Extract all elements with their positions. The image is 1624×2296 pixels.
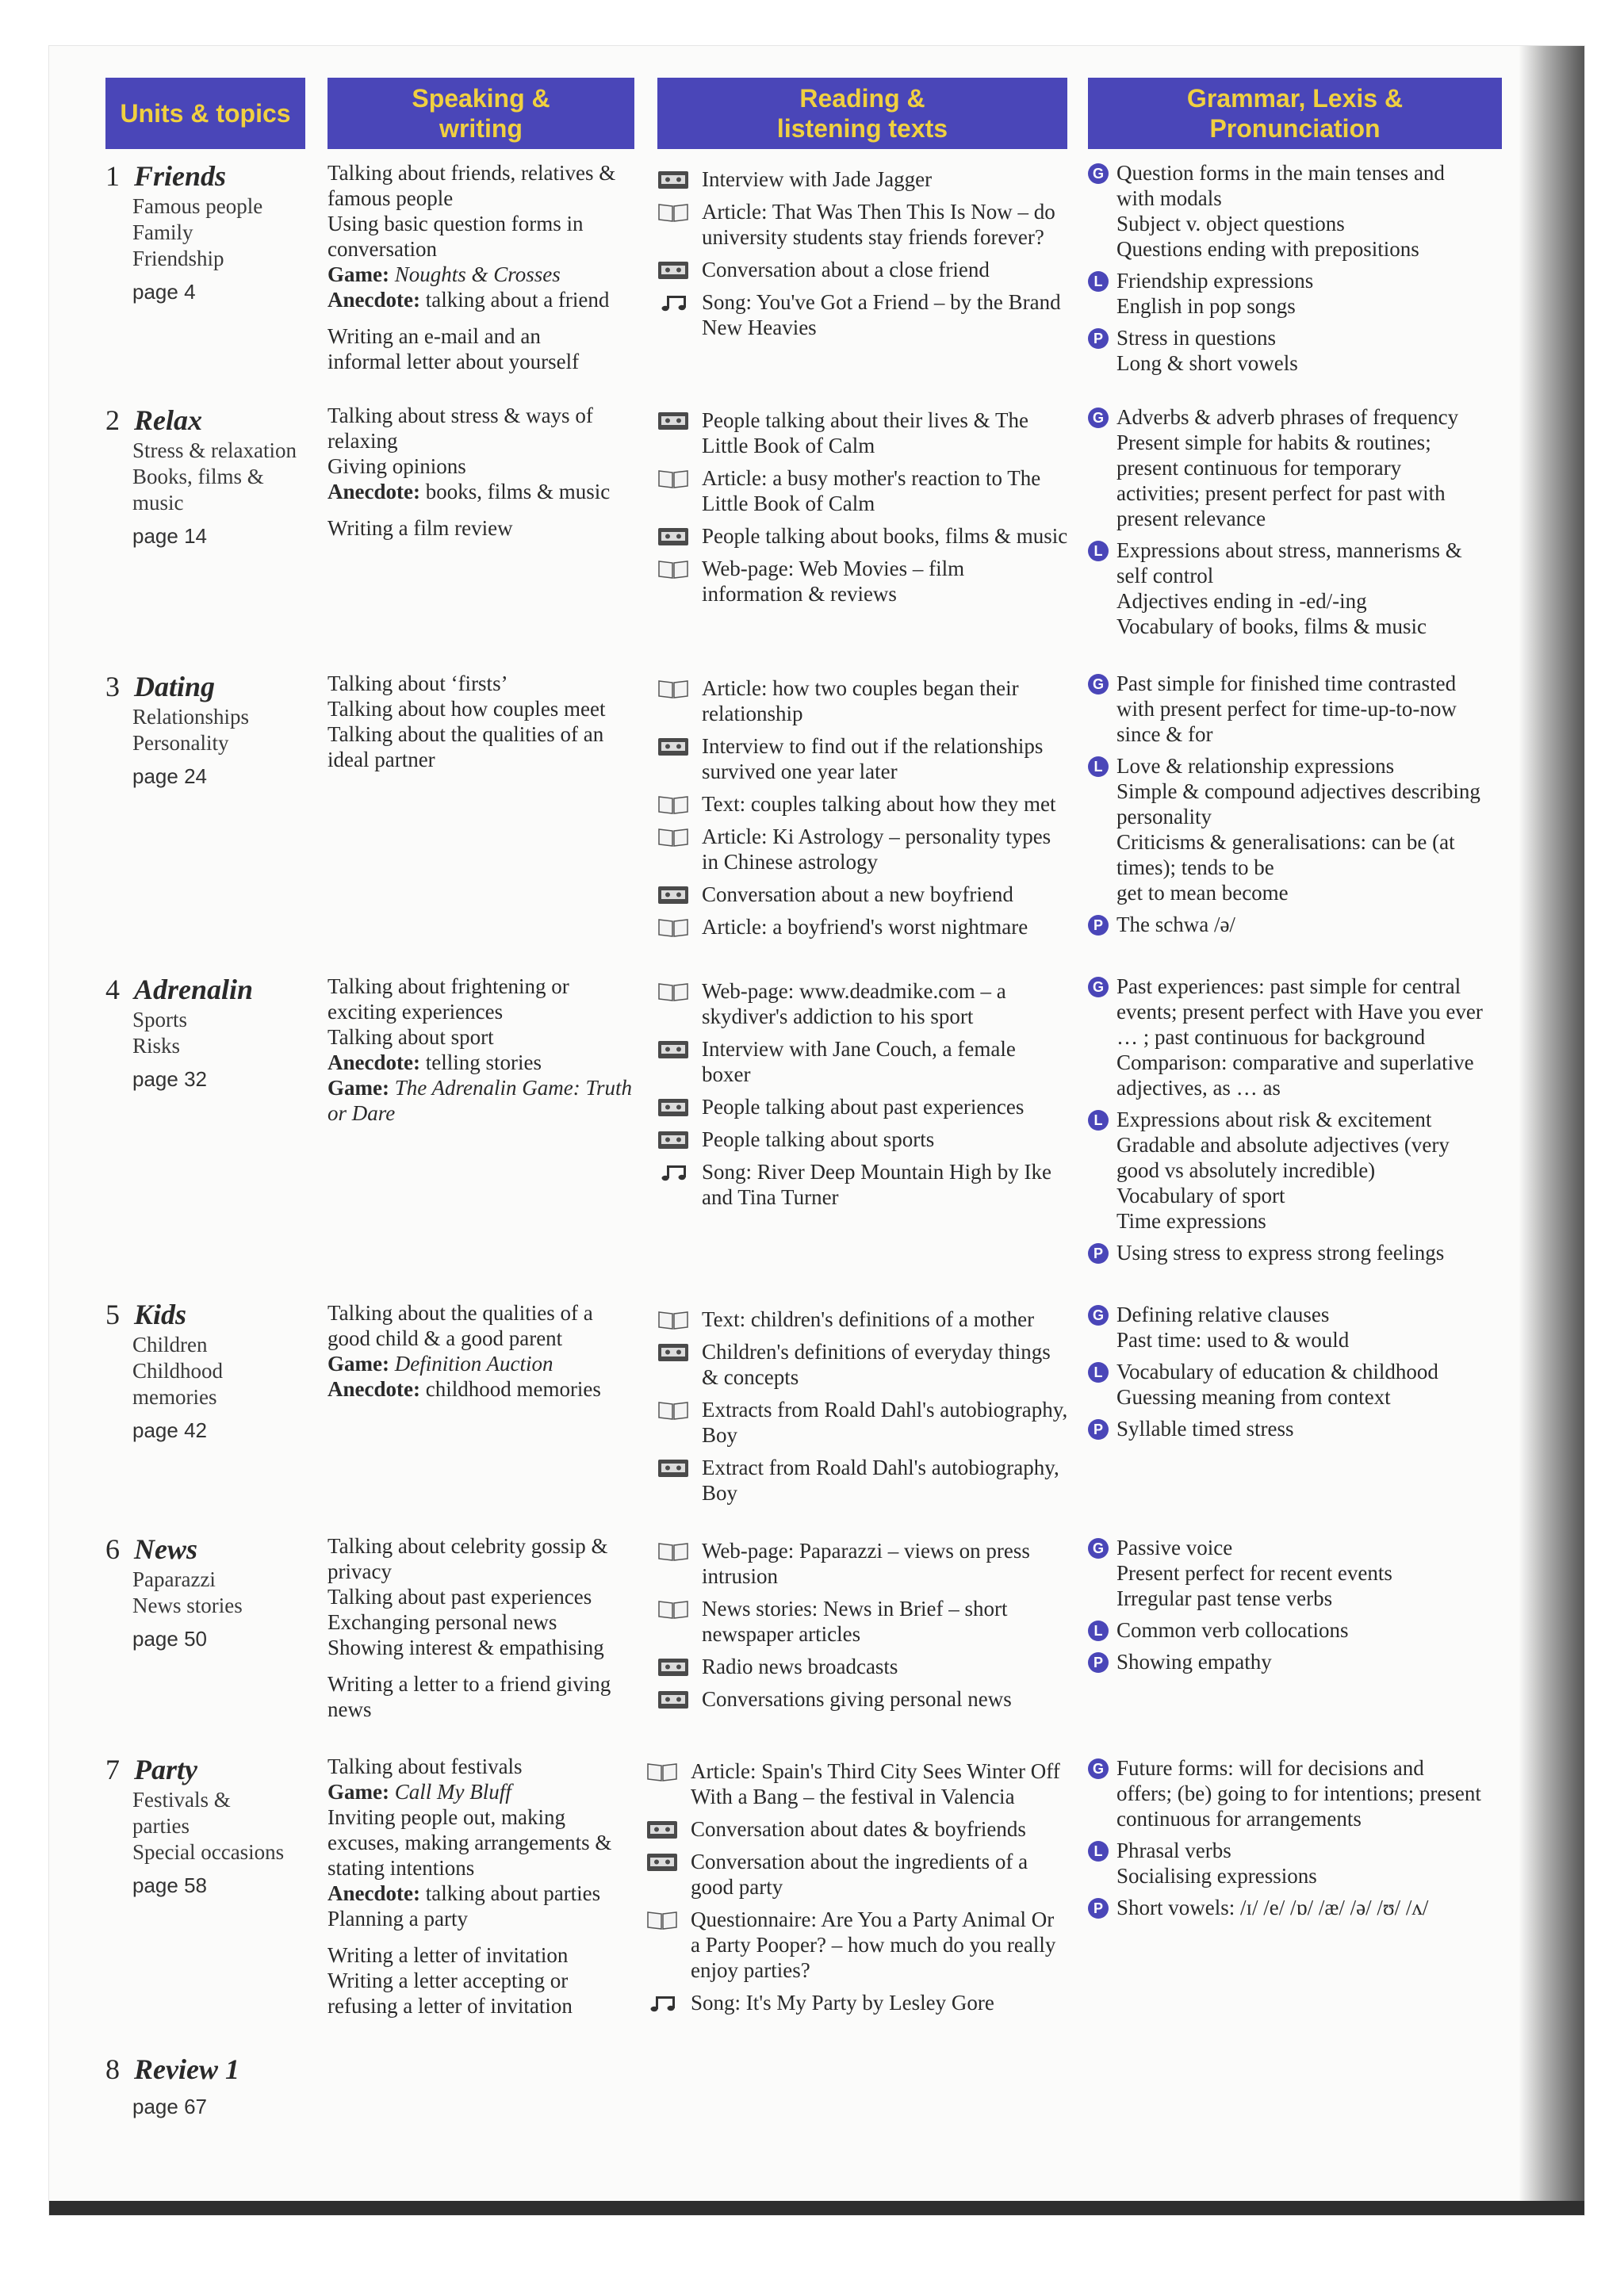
- unit-topic: Relationships: [132, 705, 249, 729]
- grammar-section: G Question forms in the main tenses and with modals Subject v. object questions Questions ending with prepositions: [1088, 160, 1484, 262]
- unit-topic: Books, films &: [132, 465, 264, 488]
- unit-topic: Children: [132, 1333, 208, 1357]
- header-grammar-lexis-pronunciation: Grammar, Lexis & Pronunciation: [1088, 78, 1502, 149]
- grammar-section: G Defining relative clauses Past time: used to & would: [1088, 1302, 1484, 1353]
- unit-title: 8 Review 1: [105, 2053, 239, 2085]
- pronunciation-badge-icon: P: [1088, 1652, 1109, 1673]
- pronunciation-section: P Showing empathy: [1088, 1649, 1484, 1674]
- reading-item: Conversation about dates & boyfriends: [646, 1816, 1067, 1842]
- music-note-icon: [657, 293, 689, 312]
- lexis-badge-icon: L: [1088, 1110, 1109, 1131]
- unit-topic: music: [132, 491, 184, 515]
- anecdote-line: Anecdote: talking about a friend: [327, 288, 610, 312]
- grammar-section: G Adverbs & adverb phrases of frequency Present simple for habits & routines; present continuous for temporary activities; present perfect for past with present relevance: [1088, 404, 1484, 531]
- cassette-icon: [657, 1131, 689, 1150]
- writing-line: Writing a film review: [327, 516, 513, 540]
- music-note-icon: [657, 1163, 689, 1182]
- reading-item: Article: how two couples began their relationship: [657, 675, 1070, 726]
- unit-title: 6 News: [105, 1533, 197, 1565]
- grammar-section: G Passive voice Present perfect for recent events Irregular past tense verbs: [1088, 1535, 1484, 1611]
- book-icon: [657, 795, 689, 814]
- unit-page-number: page 32: [132, 1067, 207, 1091]
- reading-item: People talking about sports: [657, 1127, 1070, 1152]
- cassette-icon: [657, 261, 689, 280]
- header-speaking-writing: Speaking & writing: [327, 78, 634, 149]
- speaking-line: Planning a party: [327, 1907, 468, 1931]
- cassette-icon: [657, 527, 689, 546]
- unit-1-grammar: [1088, 160, 1484, 382]
- unit-topic: Famous people: [132, 194, 263, 218]
- speaking-line: Talking about festivals: [327, 1755, 523, 1778]
- speaking-line: Talking about past experiences: [327, 1585, 592, 1609]
- unit-topic: Family: [132, 220, 193, 244]
- unit-title: 5 Kids: [105, 1299, 187, 1330]
- speaking-line: Talking about stress & ways of: [327, 404, 593, 427]
- unit-4-grammar: [1088, 974, 1484, 1272]
- writing-line: news: [327, 1697, 372, 1721]
- game-line: Game: The Adrenalin Game: Truth or Dare: [327, 1076, 632, 1125]
- unit-2-speaking: [327, 403, 641, 541]
- unit-7-grammar: [1088, 1755, 1484, 1927]
- unit-topic: Personality: [132, 731, 229, 755]
- reading-item: Article: a busy mother's reaction to The Little Book of Calm: [657, 465, 1070, 516]
- reading-item: Interview with Jade Jagger: [657, 166, 1070, 192]
- pronunciation-section: P The schwa /ə/: [1088, 912, 1484, 937]
- pronunciation-badge-icon: P: [1088, 1243, 1109, 1264]
- unit-1: [105, 159, 320, 304]
- grammar-section: G Past experiences: past simple for central events; present perfect with Have you ever … ; past continuous for background Comparison: comparative and superlative adjectives, as … as: [1088, 974, 1484, 1100]
- reading-item: Text: couples talking about how they met: [657, 791, 1070, 817]
- reading-item: Text: children's definitions of a mother: [657, 1307, 1070, 1332]
- writing-line: Writing an e-mail and an: [327, 324, 541, 348]
- unit-page-number: page 67: [132, 2095, 207, 2118]
- book-icon: [657, 203, 689, 222]
- cassette-icon: [657, 1690, 689, 1709]
- reading-item: Extracts from Roald Dahl's autobiography, Boy: [657, 1397, 1070, 1448]
- book-icon: [657, 1311, 689, 1330]
- unit-6: [105, 1532, 320, 1651]
- speaking-line: Exchanging personal news: [327, 1610, 557, 1634]
- book-icon: [657, 679, 689, 698]
- writing-line: Writing a letter of invitation: [327, 1943, 569, 1967]
- grammar-badge-icon: G: [1088, 1305, 1109, 1326]
- cassette-icon: [657, 411, 689, 430]
- header-units-topics: Units & topics: [105, 78, 305, 149]
- cassette-icon: [657, 886, 689, 905]
- lexis-section: L Expressions about stress, mannerisms & self control Adjectives ending in -ed/-ing Vocabulary of books, films & music: [1088, 538, 1484, 639]
- pronunciation-badge-icon: P: [1088, 328, 1109, 349]
- unit-title: 3 Dating: [105, 671, 216, 702]
- reading-item: Song: River Deep Mountain High by Ike and Tina Turner: [657, 1159, 1070, 1210]
- unit-page-number: page 42: [132, 1418, 207, 1442]
- pronunciation-section: P Stress in questions Long & short vowels: [1088, 325, 1484, 376]
- lexis-section: L Phrasal verbs Socialising expressions: [1088, 1838, 1484, 1888]
- game-line: Game: Noughts & Crosses: [327, 262, 561, 286]
- speaking-line: Giving opinions: [327, 454, 466, 478]
- unit-title: 7 Party: [105, 1754, 197, 1785]
- reading-item: Web-page: Paparazzi – views on press intrusion: [657, 1538, 1070, 1589]
- cassette-icon: [657, 1658, 689, 1677]
- writing-line: informal letter about yourself: [327, 350, 580, 373]
- unit-topic: Festivals &: [132, 1788, 231, 1812]
- unit-page-number: page 14: [132, 524, 207, 548]
- cassette-icon: [657, 1459, 689, 1478]
- speaking-line: Talking about frightening or: [327, 974, 569, 998]
- book-icon: [657, 1542, 689, 1561]
- speaking-line: Inviting people out, making: [327, 1805, 565, 1829]
- unit-3-reading: [657, 675, 1070, 947]
- unit-topic: Friendship: [132, 247, 224, 270]
- speaking-line: Talking about sport: [327, 1025, 494, 1049]
- unit-1-speaking: [327, 160, 641, 374]
- pronunciation-badge-icon: P: [1088, 915, 1109, 936]
- speaking-line: Talking about celebrity gossip &: [327, 1534, 608, 1558]
- grammar-section: G Future forms: will for decisions and offers; (be) going to for intentions; present continuous for arrangements: [1088, 1755, 1484, 1831]
- lexis-section: L Expressions about risk & excitement Gradable and absolute adjectives (very good vs absolutely incredible) Vocabulary of sport Time expressions: [1088, 1107, 1484, 1234]
- pronunciation-section: P Short vowels: /ɪ/ /e/ /ɒ/ /æ/ /ə/ /ʊ/ /ʌ/: [1088, 1895, 1484, 1920]
- grammar-badge-icon: G: [1088, 163, 1109, 184]
- book-icon: [657, 918, 689, 937]
- grammar-badge-icon: G: [1088, 674, 1109, 695]
- unit-3: [105, 669, 320, 789]
- anecdote-line: Anecdote: talking about parties: [327, 1881, 601, 1905]
- unit-topic: Paparazzi: [132, 1567, 216, 1591]
- header-reading-listening: Reading & listening texts: [657, 78, 1067, 149]
- grammar-badge-icon: G: [1088, 977, 1109, 997]
- lexis-badge-icon: L: [1088, 1362, 1109, 1383]
- unit-4-speaking: [327, 974, 641, 1126]
- lexis-badge-icon: L: [1088, 271, 1109, 292]
- reading-item: Article: Ki Astrology – personality types in Chinese astrology: [657, 824, 1070, 874]
- reading-item: Article: That Was Then This Is Now – do university students stay friends forever?: [657, 199, 1070, 250]
- reading-item: Conversation about a close friend: [657, 257, 1070, 282]
- cassette-icon: [657, 1343, 689, 1362]
- lexis-section: L Friendship expressions English in pop songs: [1088, 268, 1484, 319]
- reading-item: People talking about books, films & music: [657, 523, 1070, 549]
- unit-topic: Stress & relaxation: [132, 438, 297, 462]
- grammar-section: G Past simple for finished time contrasted with present perfect for time-up-to-now since & for: [1088, 671, 1484, 747]
- reading-item: Questionnaire: Are You a Party Animal Or a Party Pooper? – how much do you really enjoy parties?: [646, 1907, 1067, 1983]
- unit-1-reading: [657, 166, 1070, 347]
- speaking-line: ideal partner: [327, 748, 435, 771]
- unit-title: 2 Relax: [105, 404, 202, 436]
- cassette-icon: [646, 1853, 678, 1872]
- reading-item: Web-page: www.deadmike.com – a skydiver's addiction to his sport: [657, 978, 1070, 1029]
- unit-page-number: page 24: [132, 764, 207, 788]
- reading-item: People talking about past experiences: [657, 1094, 1070, 1119]
- unit-5-reading: [657, 1307, 1070, 1513]
- unit-5: [105, 1297, 320, 1443]
- unit-topic: News stories: [132, 1594, 243, 1617]
- cassette-icon: [657, 170, 689, 189]
- reading-item: People talking about their lives & The Little Book of Calm: [657, 408, 1070, 458]
- unit-6-grammar: [1088, 1535, 1484, 1681]
- unit-title: 4 Adrenalin: [105, 974, 254, 1005]
- unit-6-speaking: [327, 1533, 641, 1722]
- unit-3-grammar: [1088, 671, 1484, 943]
- book-icon: [657, 1600, 689, 1619]
- lexis-section: L Love & relationship expressions Simple & compound adjectives describing personality Criticisms & generalisations: can be (at times); tends to be get to mean become: [1088, 753, 1484, 905]
- unit-2: [105, 403, 320, 549]
- writing-line: refusing a letter of invitation: [327, 1994, 573, 2018]
- lexis-badge-icon: L: [1088, 1841, 1109, 1862]
- speaking-line: privacy: [327, 1559, 392, 1583]
- speaking-line: excuses, making arrangements &: [327, 1831, 612, 1854]
- book-icon: [657, 560, 689, 579]
- page-binding-shadow: [1519, 46, 1584, 2215]
- lexis-badge-icon: L: [1088, 541, 1109, 561]
- page-bottom-edge: [49, 2201, 1584, 2215]
- reading-item: Song: It's My Party by Lesley Gore: [646, 1990, 1067, 2015]
- book-icon: [657, 469, 689, 488]
- cassette-icon: [657, 1098, 689, 1117]
- reading-item: Interview with Jane Couch, a female boxer: [657, 1036, 1070, 1087]
- cassette-icon: [646, 1820, 678, 1839]
- pronunciation-badge-icon: P: [1088, 1898, 1109, 1919]
- speaking-line: Using basic question forms in: [327, 212, 584, 235]
- grammar-badge-icon: G: [1088, 1538, 1109, 1559]
- reading-item: Song: You've Got a Friend – by the Brand New Heavies: [657, 289, 1070, 340]
- lexis-section: L Common verb collocations: [1088, 1617, 1484, 1643]
- book-icon: [657, 982, 689, 1001]
- unit-8: [105, 2052, 320, 2119]
- unit-topic: parties: [132, 1814, 190, 1838]
- unit-7-reading: [646, 1758, 1067, 2022]
- reading-item: Children's definitions of everyday things & concepts: [657, 1339, 1070, 1390]
- speaking-line: relaxing: [327, 429, 398, 453]
- unit-2-grammar: [1088, 404, 1484, 645]
- speaking-line: conversation: [327, 237, 437, 261]
- unit-topic: memories: [132, 1385, 217, 1409]
- unit-topic: Special occasions: [132, 1840, 285, 1864]
- speaking-line: Talking about how couples meet: [327, 697, 606, 721]
- reading-item: Article: a boyfriend's worst nightmare: [657, 914, 1070, 939]
- anecdote-line: Anecdote: telling stories: [327, 1050, 542, 1074]
- writing-line: Writing a letter accepting or: [327, 1969, 569, 1992]
- book-icon: [646, 1762, 678, 1781]
- reading-item: Conversation about the ingredients of a good party: [646, 1849, 1067, 1900]
- lexis-badge-icon: L: [1088, 1621, 1109, 1641]
- anecdote-line: Anecdote: childhood memories: [327, 1377, 601, 1401]
- speaking-line: famous people: [327, 186, 454, 210]
- book-icon: [657, 1401, 689, 1420]
- reading-item: Interview to find out if the relationships survived one year later: [657, 733, 1070, 784]
- music-note-icon: [646, 1994, 678, 2013]
- grammar-badge-icon: G: [1088, 408, 1109, 428]
- lexis-badge-icon: L: [1088, 756, 1109, 777]
- speaking-line: Showing interest & empathising: [327, 1636, 604, 1659]
- reading-item: Article: Spain's Third City Sees Winter Off With a Bang – the festival in Valencia: [646, 1758, 1067, 1809]
- speaking-line: Talking about friends, relatives &: [327, 161, 616, 185]
- pronunciation-badge-icon: P: [1088, 1419, 1109, 1440]
- unit-topic: Childhood: [132, 1359, 224, 1383]
- speaking-line: good child & a good parent: [327, 1326, 563, 1350]
- reading-item: Conversations giving personal news: [657, 1686, 1070, 1712]
- speaking-line: Talking about the qualities of a: [327, 1301, 593, 1325]
- unit-topic: Sports: [132, 1008, 188, 1031]
- unit-title: 1 Friends: [105, 160, 227, 192]
- cassette-icon: [657, 1040, 689, 1059]
- reading-item: Radio news broadcasts: [657, 1654, 1070, 1679]
- book-icon: [657, 828, 689, 847]
- unit-page-number: page 4: [132, 280, 196, 304]
- game-line: Game: Call My Bluff: [327, 1780, 511, 1804]
- unit-7-speaking: [327, 1754, 641, 2019]
- speaking-line: Talking about the qualities of an: [327, 722, 604, 746]
- unit-7: [105, 1752, 320, 1898]
- unit-4: [105, 972, 320, 1092]
- cassette-icon: [657, 737, 689, 756]
- speaking-line: stating intentions: [327, 1856, 475, 1880]
- anecdote-line: Anecdote: books, films & music: [327, 480, 611, 503]
- unit-page-number: page 50: [132, 1627, 207, 1651]
- unit-6-reading: [657, 1538, 1070, 1719]
- grammar-badge-icon: G: [1088, 1758, 1109, 1779]
- unit-topic: Risks: [132, 1034, 181, 1058]
- game-line: Game: Definition Auction: [327, 1352, 553, 1376]
- unit-page-number: page 58: [132, 1873, 207, 1897]
- unit-3-speaking: [327, 671, 641, 772]
- unit-5-grammar: [1088, 1302, 1484, 1448]
- reading-item: News stories: News in Brief – short newspaper articles: [657, 1596, 1070, 1647]
- pronunciation-section: P Syllable timed stress: [1088, 1416, 1484, 1441]
- speaking-line: Talking about ‘firsts’: [327, 672, 508, 695]
- reading-item: Web-page: Web Movies – film information & reviews: [657, 556, 1070, 607]
- pronunciation-section: P Using stress to express strong feelings: [1088, 1240, 1484, 1265]
- writing-line: Writing a letter to a friend giving: [327, 1672, 611, 1696]
- reading-item: Conversation about a new boyfriend: [657, 882, 1070, 907]
- speaking-line: exciting experiences: [327, 1000, 504, 1024]
- unit-5-speaking: [327, 1300, 641, 1402]
- reading-item: Extract from Roald Dahl's autobiography, Boy: [657, 1455, 1070, 1506]
- book-icon: [646, 1911, 678, 1930]
- lexis-section: L Vocabulary of education & childhood Guessing meaning from context: [1088, 1359, 1484, 1410]
- unit-4-reading: [657, 978, 1070, 1217]
- unit-2-reading: [657, 408, 1070, 614]
